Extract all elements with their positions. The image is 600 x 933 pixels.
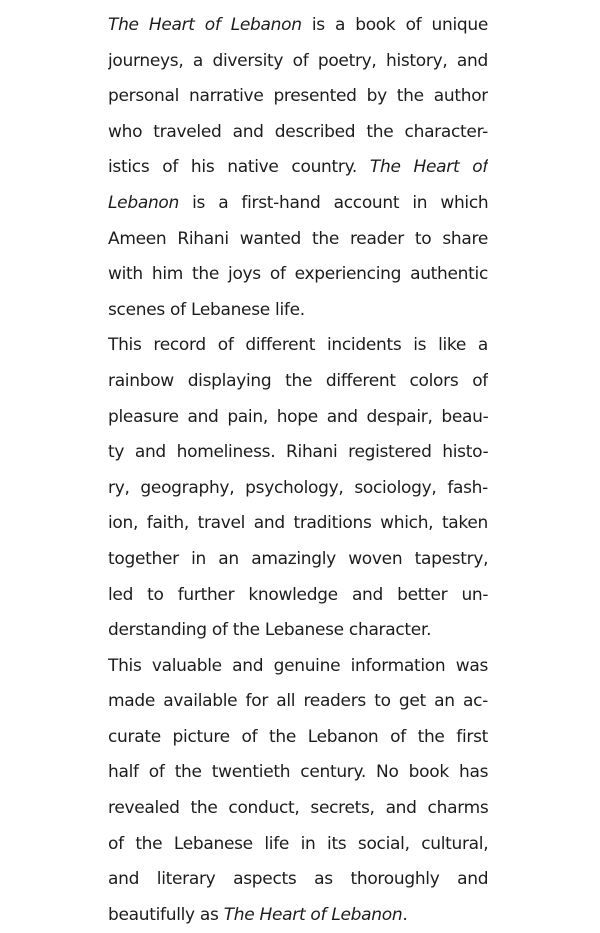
text-segment: is a first-hand account in which — [179, 192, 488, 213]
text-line — [108, 8, 488, 44]
text-line — [108, 542, 488, 578]
text-segment: journeys, a diversity of poetry, history, and — [108, 50, 488, 71]
text-segment: curate picture of the Lebanon of the first — [108, 726, 488, 747]
text-line — [108, 649, 488, 685]
text-segment: ry, geography, psychology, sociology, fash- — [108, 477, 488, 498]
text-segment: together in an amazingly woven tapestry, — [108, 548, 488, 569]
text-segment: personal narrative presented by the author — [108, 86, 488, 107]
text-line — [108, 613, 488, 649]
text-line — [108, 791, 488, 827]
text-line — [108, 898, 488, 933]
paragraph — [108, 328, 488, 648]
text-line — [108, 44, 488, 80]
text-segment: This valuable and genuine information was — [108, 655, 488, 676]
text-line — [108, 862, 488, 898]
text-segment: istics of his native country. — [108, 157, 370, 178]
text-segment: beautifully as — [108, 904, 224, 925]
text-line — [108, 506, 488, 542]
text-segment: derstanding of the Lebanese character. — [108, 620, 432, 641]
book-title-italic: Lebanon — [108, 192, 179, 213]
paragraph — [108, 649, 488, 933]
text-segment: who traveled and described the character- — [108, 121, 488, 142]
text-line — [108, 115, 488, 151]
text-segment: is a book of unique — [301, 15, 488, 35]
text-line — [108, 257, 488, 293]
text-line — [108, 364, 488, 400]
text-line — [108, 79, 488, 115]
book-title-italic: The Heart of Lebanon — [223, 904, 403, 925]
text-line — [108, 186, 488, 222]
text-line — [108, 755, 488, 791]
text-segment: . — [402, 904, 408, 925]
text-line — [108, 328, 488, 364]
text-segment: scenes of Lebanese life. — [108, 299, 305, 320]
text-segment: with him the joys of experiencing authentic — [108, 264, 488, 285]
text-segment: led to further knowledge and better un- — [108, 584, 488, 605]
body-text — [108, 8, 488, 933]
text-line — [108, 150, 488, 186]
text-segment: made available for all readers to get an ac- — [108, 691, 488, 712]
text-line — [108, 222, 488, 258]
text-segment: and literary aspects as thoroughly and — [108, 869, 488, 890]
text-segment: ion, faith, travel and traditions which, taken — [108, 513, 488, 534]
book-title-italic: The Heart of — [369, 157, 488, 178]
text-segment: Ameen Rihani wanted the reader to share — [108, 228, 488, 249]
text-segment: of the Lebanese life in its social, cultural, — [108, 833, 488, 854]
text-line — [108, 578, 488, 614]
text-segment: pleasure and pain, hope and despair, beau- — [108, 406, 488, 427]
book-title-italic: The Heart of Lebanon — [108, 15, 302, 35]
text-line — [108, 720, 488, 756]
text-line — [108, 471, 488, 507]
text-line — [108, 435, 488, 471]
text-line — [108, 400, 488, 436]
text-segment: ty and homeliness. Rihani registered histo- — [108, 442, 488, 463]
text-line — [108, 827, 488, 863]
text-segment: half of the twentieth century. No book has — [108, 762, 488, 783]
text-line — [108, 293, 488, 329]
text-segment: rainbow displaying the different colors of — [108, 370, 488, 391]
text-line — [108, 684, 488, 720]
text-segment: This record of different incidents is like a — [108, 335, 488, 356]
paragraph — [108, 8, 488, 328]
text-segment: revealed the conduct, secrets, and charms — [108, 798, 488, 819]
